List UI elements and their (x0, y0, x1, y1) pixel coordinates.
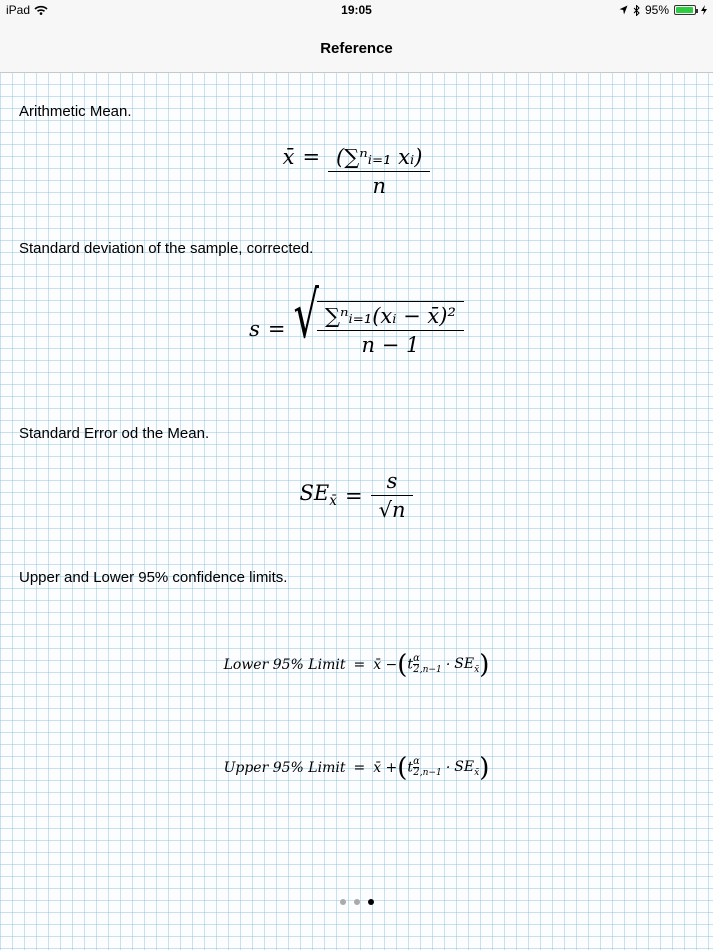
formula-standard-deviation (0, 279, 713, 357)
formula-upper-limit: Upper 95% Limit = x̄ + ( t $\frac{\alpha}{2}$ $_{,n-1}$ · $SE_{x̄}$ ) (223, 753, 490, 783)
sqrt-icon: √ (293, 279, 319, 353)
lower-se: $SE_{x̄}$ (454, 655, 480, 675)
sd-fraction (321, 304, 460, 357)
lower-t: t $\frac{\alpha}{2}$ $_{,n-1}$ (407, 653, 442, 676)
section-label-mean: Arithmetic Mean. (19, 103, 132, 120)
se-lhs-main: SE (299, 481, 330, 506)
upper-body: x̄ + (373, 760, 398, 776)
page-control[interactable] (0, 899, 713, 905)
device-name: iPad (6, 3, 31, 17)
formula-lower-limit: Lower 95% Limit = x̄ − ( t $\frac{\alpha}{2}$ $_{,n-1}$ · $SE_{x̄}$ ) (223, 650, 490, 680)
battery-level (676, 7, 693, 13)
status-bar (0, 0, 713, 20)
upper-t: t $\frac{\alpha}{2}$ $_{,n-1}$ (407, 756, 442, 779)
lower-eq: = (353, 657, 366, 673)
battery-icon (674, 5, 696, 15)
page-dot[interactable] (368, 899, 374, 905)
mean-eq: = (302, 145, 321, 169)
mean-denominator: n (328, 171, 430, 198)
se-eq: = (344, 483, 363, 508)
charging-icon (701, 5, 707, 15)
lower-alpha-half: $\frac{\alpha}{2}$ (413, 653, 420, 676)
se-fraction (375, 469, 410, 522)
section-label-sd: Standard deviation of the sample, corrected. (19, 240, 314, 257)
battery-percent: 95% (644, 3, 669, 17)
sd-numerator: ∑ⁿᵢ₌₁(xᵢ − x̄)² (324, 304, 456, 328)
sd-lhs: s (249, 317, 260, 341)
se-lhs-sub: x̄ (329, 493, 337, 510)
status-time: 19:05 (341, 3, 372, 17)
upper-lhs: Upper 95% Limit (223, 760, 346, 776)
location-icon (619, 5, 628, 15)
section-label-confidence: Upper and Lower 95% confidence limits. (19, 569, 288, 586)
page-title: Reference (320, 40, 393, 57)
sd-denominator: n − 1 (317, 330, 464, 357)
lower-body: x̄ − (373, 657, 398, 673)
mean-lhs: x̄ (282, 145, 295, 169)
upper-alpha-half: $\frac{\alpha}{2}$ (413, 756, 420, 779)
formula-standard-error (0, 469, 713, 522)
bluetooth-icon (633, 5, 640, 16)
sd-eq: = (267, 317, 286, 341)
se-lhs (300, 481, 337, 509)
lower-lhs: Lower 95% Limit (223, 657, 346, 673)
se-numerator: s (386, 469, 398, 493)
mean-fraction (332, 145, 426, 198)
upper-eq: = (353, 760, 366, 776)
sd-sqrt (293, 279, 463, 357)
page-dot[interactable] (354, 899, 360, 905)
section-label-se: Standard Error od the Mean. (19, 425, 210, 442)
mean-numerator: (∑ⁿᵢ₌₁ xᵢ) (336, 145, 423, 169)
se-denominator: √n (371, 495, 414, 522)
nav-bar (0, 20, 713, 73)
page-dot[interactable] (340, 899, 346, 905)
formula-arithmetic-mean (0, 145, 713, 198)
upper-se: $SE_{x̄}$ (454, 758, 480, 778)
